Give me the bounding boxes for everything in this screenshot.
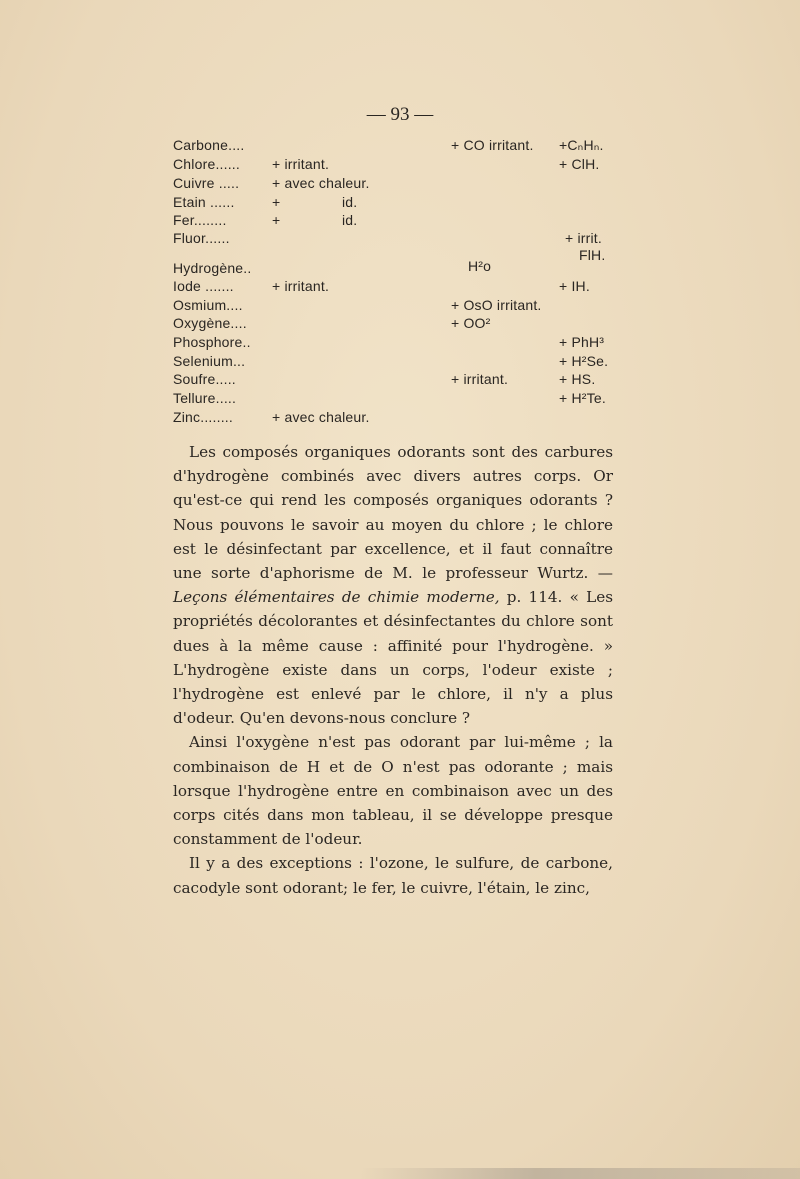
book-title: Leçons élémentaires de chimie moderne, [173, 588, 500, 607]
row-label-osmium: Osmium.... [173, 297, 243, 313]
row-label-cuivre: Cuivre ..... [173, 175, 240, 191]
body-text [173, 440, 613, 900]
cell-selenium-col3: + H²Se. [559, 353, 609, 369]
row-label-tellure: Tellure..... [173, 390, 237, 406]
cell-fer-col1: + [272, 212, 281, 228]
row-label-selenium: Selenium... [173, 353, 246, 369]
cell-hydrogene-col2: H²o [468, 258, 492, 274]
paragraph-1 [173, 440, 613, 730]
paragraph-1-text-b: p. 114. « Les propriétés décolorantes et désinfectantes du chlore sont dues à la même cause : affinité pour l'hydrogène. » L'hydrogène existe dans un corps, l'odeur existe ; l'hydrogène est enlevé par le chlore, il n'y a plus d'odeur. Qu'en devons-nous conclure ? [173, 588, 613, 728]
cell-etain-col1: + [272, 194, 281, 210]
cell-carbone-col3: +CₙHₙ. [559, 137, 604, 153]
cell-iode-col1: + irritant. [272, 278, 330, 294]
cell-soufre-col3: + HS. [559, 371, 596, 387]
cell-chlore-col1: + irritant. [272, 156, 330, 172]
cell-chlore-col3: + ClH. [559, 156, 600, 172]
paragraph-2: Ainsi l'oxygène n'est pas odorant par lui-même ; la combinaison de H et de O n'est pas odorante ; mais lorsque l'hydrogène entre en combinaison avec un des corps cités dans mon tableau, il se développe presque constamment de l'odeur. [173, 733, 613, 849]
row-label-carbone: Carbone.... [173, 137, 245, 153]
cell-etain-id: id. [342, 194, 358, 210]
row-label-hydrogene: Hydrogène.. [173, 260, 252, 276]
row-label-soufre: Soufre..... [173, 371, 236, 387]
row-label-chlore: Chlore...... [173, 156, 240, 172]
cell-phosphore-col3: + PhH³ [559, 334, 605, 350]
cell-tellure-col3: + H²Te. [559, 390, 606, 406]
row-label-zinc: Zinc........ [173, 409, 233, 425]
row-label-iode: Iode ....... [173, 278, 234, 294]
page-edge-stain [360, 1168, 800, 1179]
cell-fer-id: id. [342, 212, 358, 228]
cell-iode-col3: + IH. [559, 278, 590, 294]
paragraph-3: Il y a des exceptions : l'ozone, le sulfure, de carbone, cacodyle sont odorant; le fer, le cuivre, l'étain, le zinc, [173, 854, 613, 897]
row-label-fluor: Fluor...... [173, 230, 230, 246]
cell-carbone-col2: + CO irritant. [451, 137, 534, 153]
cell-zinc-col1: + avec chaleur. [272, 409, 370, 425]
row-label-fer: Fer........ [173, 212, 227, 228]
page-number: — 93 — [366, 104, 434, 125]
row-label-phosphore: Phosphore.. [173, 334, 251, 350]
cell-cuivre-col1: + avec chaleur. [272, 175, 370, 191]
cell-fluor-col3-a: + irrit. [565, 230, 602, 246]
row-label-oxygene: Oxygène.... [173, 315, 247, 331]
cell-fluor-col3-b: FlH. [579, 247, 606, 263]
paragraph-1-text-a: Les composés organiques odorants sont des carbures d'hydrogène combinés avec divers autres corps. Or qu'est-ce qui rend les composés organiques odorants ? Nous pouvons le savoir au moyen du chlore ; le chlore est le désinfectant par excellence, et il faut connaître une sorte d'aphorisme de M. le professeur Wurtz. — [173, 443, 613, 583]
cell-oxygene-col2: + OO² [451, 315, 491, 331]
cell-osmium-col2: + OsO irritant. [451, 297, 542, 313]
cell-soufre-col2: + irritant. [451, 371, 509, 387]
row-label-etain: Etain ...... [173, 194, 235, 210]
